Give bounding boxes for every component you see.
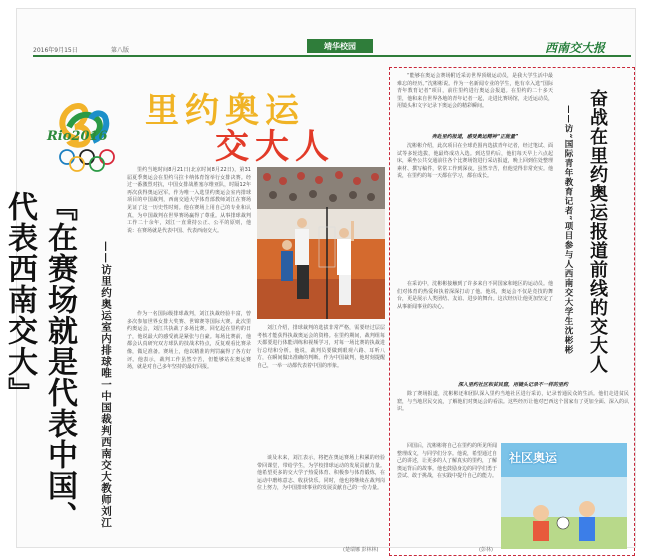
left-article-col3: 刘江介绍，排球裁判的选拔非常严格，需要经过层层考核才能获得执裁奥运会的资格。在里约期间，裁判组每天都要进行体能训练和视频学习，对每一场比赛的执裁进行总结和分析。他说，裁判员要做到眼观六路、耳听八方，在瞬间做出准确的判断。作为中国裁判，他时刻提醒自己，一举一动都代表着中国的形象。 (257, 325, 385, 369)
column-banner: 靖华校园 (307, 39, 373, 53)
main-title-line2: 交大人 (215, 127, 335, 167)
left-article-col2: 作为一名国际级排球裁判，刘江执裁经验丰富，曾多次参加世界女排大奖赛、世锦赛等国际大赛。此次里约奥运会，刘江共执裁了多场比赛。回忆起在里约的日子，他说最大的感受就是紧张与自豪。每场比赛前，他都会认真研究双方球队的技战术特点，反复观看比赛录像，做足准备。赛场上，他以精准的判罚赢得了各方好评。他表示，裁判工作虽然辛苦，但能够站在奥运赛场，就是对自己多年坚持的最好回报。 (127, 311, 251, 371)
right-article-col-c: 除了赛场报道，沈彬彬还和团队深入里约当地社区进行采访，记录普通民众的生活。他们走进贫民窟，与当地居民交流，了解他们对奥运会的看法。这些经历让他对巴西这个国家有了更加全面、深入的认识。 (397, 391, 629, 413)
right-article-heading2: 深入里约社区和贫民窟，用镜头记录不一样的里约 (457, 382, 568, 388)
left-article-subtitle: ——访里约奥运室内排球唯一中国裁判西南交大教师刘江 (100, 241, 112, 529)
community-label: 社区奥运 (509, 451, 558, 465)
right-article-byline: (彭林) (479, 547, 493, 553)
right-article-title: 奋战在里约奥运报道前线的交大人 (587, 89, 608, 374)
newspaper-page (2, 8, 636, 553)
header-rule (33, 55, 631, 57)
paper-masthead: 西南交大报 (545, 41, 606, 55)
olympic-rings-icon (57, 149, 117, 171)
right-article-heading1: 奔赴里约报道，感受奥运精神“正能量” (431, 134, 519, 140)
volleyball-photo (257, 167, 385, 319)
right-article-intro: “能够在奥运会赛场附近采访世界顶级运动员，是我大学生活中最难忘的经历。”沈彬彬说。作为一名新闻专业的学生，他有幸入选“国际青年教育记者”项目，前往里约进行奥运会报道。在里约的二十多天里，他和来自世界各地的青年记者一起，走进比赛场馆，走近运动员，用镜头和文字记录下奥运会的精彩瞬间。 (397, 73, 553, 110)
edition-label: 第八版 (111, 47, 130, 54)
rio-logo-text: Rio2016 (47, 129, 108, 144)
left-article-col1: 里约当地时间8月21日(北京时间8月22日)，第31届夏季奥运会在里约马拉卡纳体育馆举行女排决赛。经过一番激烈对抗，中国女排战胜塞尔维亚队，时隔12年再次获得奥运冠军。作为唯一入选里约奥运会室内排球项目的中国裁判，西南交通大学体育部教师刘江在赛场见证了这一历史性时刻。他在赛场上用自己的专业和认真，为中国裁判在世界赛场赢得了尊重。从事排球裁判工作二十余年，刘江一直秉持公正、公平的原则，他说：在赛场就是代表中国、代表西南交大。 (127, 167, 251, 234)
left-article-headline: 『在赛场就是代表中国、代表西南交大』 (2, 191, 77, 532)
left-article-byline: (楚瑞娜 彭林林) (343, 547, 379, 553)
right-article-col-a: 沈彬彬介绍，此次项目在全球范围内选拔青年记者，经过笔试、面试等多轮选拔，他最终成功入选。到达里约后，他们每天早上六点起床，乘坐公共交通前往各个比赛场馆进行采访报道，晚上回到住处整理素材、撰写稿件，常常工作到深夜。虽然辛苦，但他觉得非常充实。他说，在里约的每一天都在学习，都在成长。 (397, 143, 553, 180)
right-article-col-b: 在采访中，沈彬彬接触到了许多来自不同国家和地区的运动员。他们对体育的热爱和执着深深打动了他。他说，奥运会不仅是竞技的舞台，更是展示人类团结、友谊、进步的舞台。这次经历让他更加坚定了从事新闻事业的决心。 (397, 281, 553, 310)
main-title-line1: 里约奥运 (145, 91, 305, 131)
right-article-col-d: 回国后，沈彬彬将自己在里约的所见所闻整理成文，与同学们分享。他说，希望通过自己的讲述，让更多的人了解真实的里约，了解奥运背后的故事。他也鼓励身边的同学们勇于尝试、敢于挑战，在实践中提升自己的能力。 (397, 443, 498, 480)
left-article-col4: 谈及未来，刘江表示，将把在奥运赛场上积累的经验带回课堂，带给学生，为学校排球运动的发展贡献力量。他希望更多的交大学子热爱体育、积极参与体育锻炼，在运动中磨练意志、收获快乐。同时，他也将继续在裁判岗位上努力，为中国排球事业的发展贡献自己的一份力量。 (257, 455, 385, 492)
right-article-subtitle: ——访“国际青年教育记者”项目参与人西南交大学生沈彬彬 (563, 105, 573, 355)
issue-date: 2016年9月15日 (33, 47, 78, 54)
